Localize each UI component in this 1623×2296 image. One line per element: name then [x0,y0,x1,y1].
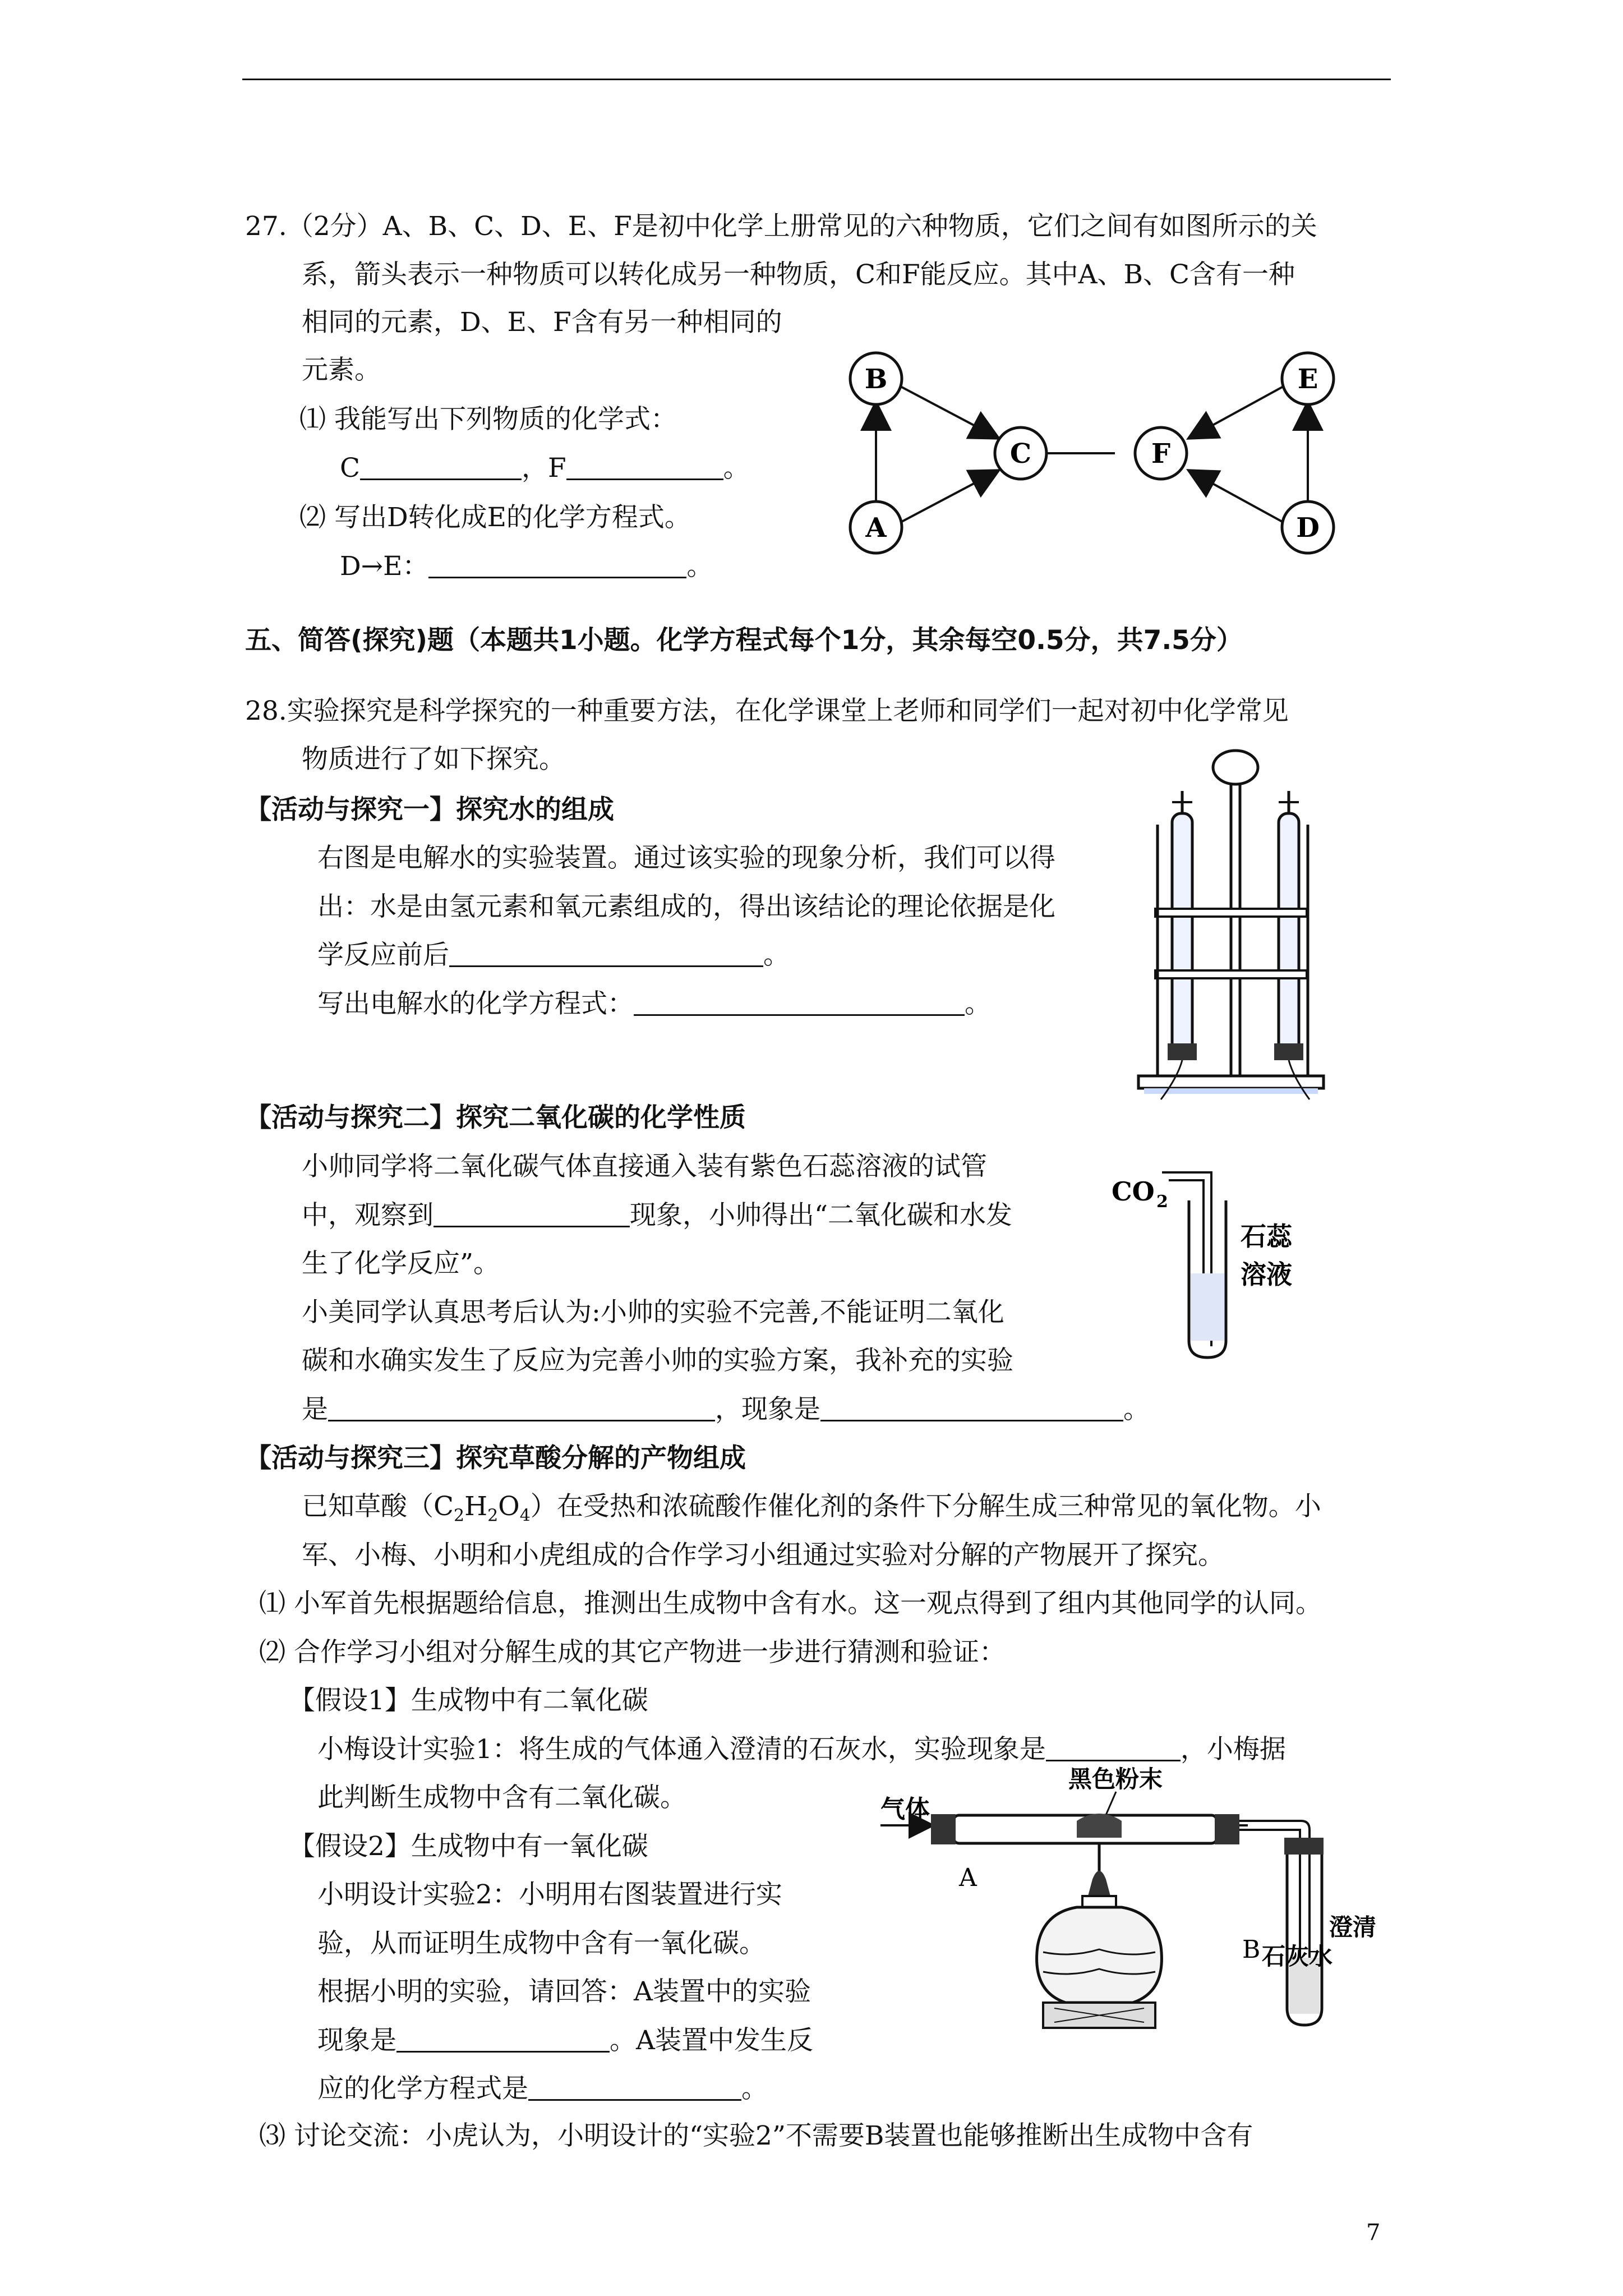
section5-heading: 五、简答(探究)题（本题共1小题。化学方程式每个1分，其余每空0.5分，共7.5分） [245,625,1243,656]
page-number: 7 [1366,2220,1381,2246]
act3-s3: ⑶ 讨论交流：小虎认为，小明设计的“实验2”不需要B装置也能够推断出生成物中含有 [259,2120,1253,2151]
answer-blank-c[interactable] [360,456,522,480]
q27-line4: 元素。 [302,355,381,385]
act3-s2: ⑵ 合作学习小组对分解生成的其它产物进一步进行猜测和验证： [259,1637,1006,1668]
q27-blank-line-de: D→E： 。 [340,551,713,582]
act2-p2-line [302,1199,1012,1232]
answer-blank-f[interactable] [566,456,723,480]
q27-c-label: C [340,453,360,484]
hyp2-p3: 根据小明的实验，请回答：A装置中的实验 [317,1976,811,2007]
act2-title: 【活动与探究二】探究二氧化碳的化学性质 [245,1102,746,1133]
litmus-label-2: 溶液 [1241,1259,1292,1290]
q27-line3: 相同的元素，D、E、F含有另一种相同的 [302,307,782,338]
act2-p4: 小美同学认真思考后认为:小帅的实验不完善,不能证明二氧化 [302,1297,1004,1328]
q27-de-label: D→E： [340,551,429,582]
act2-p3: 生了化学反应”。 [302,1248,500,1279]
act2-p2b: 现象，小帅得出“二氧化碳和水发 [630,1200,1013,1231]
arrow-d-to-f [1190,471,1284,523]
act1-p3-line: 学反应前后 。 [317,940,790,970]
hyp1-p1b: ，小梅据 [1180,1734,1286,1765]
hyp2-p5-line: 应的化学方程式是 。 [317,2073,768,2104]
answer-blank-electrolysis-equation[interactable] [634,992,965,1016]
hyp1-title: 【假设1】生成物中有二氧化碳 [289,1685,648,1716]
answer-blank-a-equation[interactable] [528,2077,741,2101]
node-a [850,501,902,553]
act2-p5: 碳和水确实发生了反应为完善小帅的实验方案，我补充的实验 [302,1345,1013,1376]
act3-p2: 军、小梅、小明和小虎组成的合作学习小组通过实验对分解的产物展开了探究。 [302,1540,1224,1571]
litmus-label-1: 石蕊 [1241,1221,1292,1251]
apparatus-gas-label: 气体 [880,1795,930,1824]
act2-p2a: 中，观察到 [302,1200,434,1231]
header-rule [242,79,1391,80]
act3-s1: ⑴ 小军首先根据题给信息，推测出生成物中含有水。这一观点得到了组内其他同学的认同。 [259,1588,1322,1619]
hyp1-p2: 此判断生成物中含有二氧化碳。 [317,1782,686,1813]
arrow-e-to-f [1190,386,1284,438]
act1-p4-line: 写出电解水的化学方程式： 。 [317,988,991,1019]
apparatus-powder-label: 黑色粉末 [1068,1765,1163,1793]
node-d [1282,501,1334,553]
node-c [995,427,1046,479]
hyp2-p4b: 。A装置中发生反 [610,2025,813,2056]
q27-sub1: ⑴ 我能写出下列物质的化学式： [299,404,677,435]
co-reduction-apparatus-figure [875,1765,1377,2031]
co2-label: CO [1112,1176,1155,1207]
hyp2-title: 【假设2】生成物中有一氧化碳 [289,1831,648,1862]
act1-title: 【活动与探究一】探究水的组成 [245,794,614,825]
apparatus-a-label: A [959,1864,977,1892]
act2-p6b: ，现象是 [715,1394,820,1425]
node-b-label: B [864,364,888,395]
q28-line1: 28.实验探究是科学探究的一种重要方法，在化学课堂上老师和同学们一起对初中化学常见 [245,696,1289,726]
answer-blank-observed[interactable] [434,1203,630,1227]
node-f [1135,427,1187,479]
q27-relation-diagram [841,337,1346,572]
act2-p1: 小帅同学将二氧化碳气体直接通入装有紫色石蕊溶液的试管 [302,1151,987,1182]
apparatus-b-label: B [1242,1935,1261,1964]
node-e-label: E [1297,364,1318,395]
q27-line2: 系，箭头表示一种物质可以转化成另一种物质，C和F能反应。其中A、B、C含有一种 [302,259,1295,290]
apparatus-lime-label-2: 石灰水 [1262,1943,1333,1970]
answer-blank-limewater[interactable] [1046,1737,1181,1761]
q27-f-label: ，F [521,453,566,484]
act2-p6a: 是 [302,1394,328,1425]
q27-blank-line-c: C ，F 。 [340,453,750,484]
electrolysis-apparatus-figure [1138,740,1324,1111]
answer-blank-de[interactable] [428,554,686,578]
co2-litmus-tube-figure [1110,1161,1346,1358]
arrow-b-to-c [900,386,997,438]
apparatus-lime-label-1: 澄清 [1329,1913,1377,1941]
answer-blank-a-phenomenon[interactable] [396,2028,610,2053]
node-a-label: A [865,512,887,544]
act3-title: 【活动与探究三】探究草酸分解的产物组成 [245,1443,746,1474]
node-e [1282,353,1334,404]
q28-line2: 物质进行了如下探究。 [302,744,565,775]
hyp1-p1a: 小梅设计实验1：将生成的气体通入澄清的石灰水，实验现象是 [317,1734,1046,1765]
node-b [850,353,902,404]
q27-sub2: ⑵ 写出D转化成E的化学方程式。 [299,502,691,533]
act1-p3: 学反应前后 [317,940,449,970]
hyp2-p4-line [317,2024,813,2058]
hyp2-p2: 验，从而证明生成物中含有一氧化碳。 [317,1928,766,1959]
act1-p2: 出：水是由氢元素和氧元素组成的，得出该结论的理论依据是化 [317,891,1055,922]
node-f-label: F [1151,438,1171,470]
answer-blank-supplement-experiment[interactable] [328,1397,715,1421]
arrow-a-to-c [900,471,997,523]
act1-p4: 写出电解水的化学方程式： [317,988,634,1019]
q27-line1: 27.（2分）A、B、C、D、E、F是初中化学上册常见的六种物质，它们之间有如图所示的关 [245,211,1317,242]
answer-blank-supplement-phenomenon[interactable] [820,1397,1123,1421]
node-d-label: D [1296,512,1320,544]
answer-blank-conservation[interactable] [449,943,763,967]
act3-p1-line: 已知草酸$(C_2H_2O_4)$在受热和浓硫酸作催化剂的条件下分解生成三种常见的氧化物。小 [302,1491,1321,1526]
co2-subscript: 2 [1156,1192,1168,1212]
hyp2-p4a: 现象是 [317,2025,396,2056]
act1-p1: 右图是电解水的实验装置。通过该实验的现象分析，我们可以得 [317,843,1055,873]
hyp2-p1: 小明设计实验2：小明用右图装置进行实 [317,1879,782,1910]
hyp1-p1-line [317,1733,1286,1766]
hyp2-p5a: 应的化学方程式是 [317,2073,528,2104]
act2-p6-line: 是 ，现象是 。 [302,1394,1150,1425]
node-c-label: C [1009,438,1032,470]
